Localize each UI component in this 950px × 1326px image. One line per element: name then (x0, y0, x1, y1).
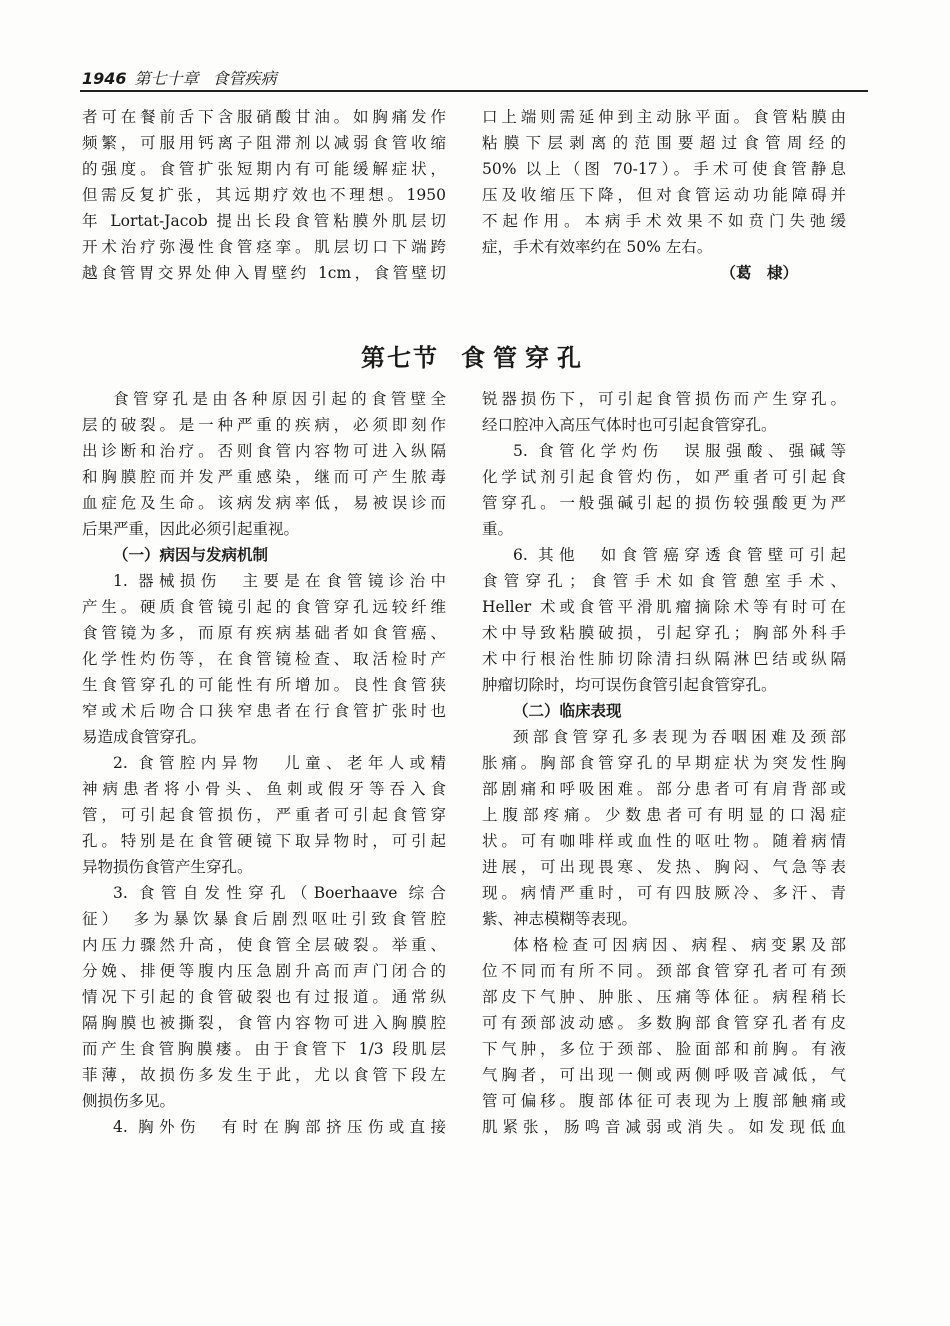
text-line: 管，可引起食管损伤，严重者可引起食管穿 (82, 806, 446, 824)
text-line: 管穿孔。一般强碱引起的损伤较强酸更为严 (482, 494, 846, 512)
text-line: 肿瘤切除时，均可误伤食管引起食管穿孔。 (482, 676, 777, 694)
text-line: 越食管胃交界处伸入胃壁约 1cm，食管壁切 (82, 264, 446, 282)
text-line: 易造成食管穿孔。 (82, 728, 207, 746)
text-line: 分娩、排便等腹内压急剧升高而声门闭合的 (82, 962, 446, 980)
text-line: 状。可有咖啡样或血性的呕吐物。随着病情 (482, 832, 846, 850)
text-line: 2. 食管腔内异物 儿童、老年人或精 (113, 754, 446, 772)
text-line: 食管穿孔是由各种原因引起的食管壁全 (113, 390, 446, 408)
paragraph-trauma-continued (482, 386, 846, 438)
page-number: 1946 (82, 69, 127, 88)
text-line: 3. 食管自发性穿孔（Boerhaave 综合 (113, 884, 446, 902)
text-line: 管可偏移。腹部体征可表现为上腹部触痛或 (482, 1092, 846, 1110)
section-title: 食管穿孔 (461, 344, 589, 372)
text-line: 上腹部疼痛。少数患者可有明显的口渴症 (482, 806, 846, 824)
heading-clinical: （二）临床表现 (513, 702, 622, 720)
text-line: 可有颈部波动感。多数胸部食管穿孔者有皮 (482, 1014, 846, 1032)
text-line: 窄或术后吻合口狭窄患者在行食管扩张时也 (82, 702, 446, 720)
paragraph-foreign-body (82, 750, 446, 880)
text-line: 情况下引起的食管破裂也有过报道。通常纵 (82, 988, 446, 1006)
text-line: 频繁，可服用钙离子阻滞剂以减弱食管收缩 (82, 134, 446, 152)
running-header (82, 66, 277, 89)
text-line: 内压力骤然升高，使食管全层破裂。举重、 (82, 936, 446, 954)
text-line: 征） 多为暴饮暴食后剧烈呕吐引致食管腔 (82, 910, 446, 928)
text-line: 肌紧张，肠鸣音减弱或消失。如发现低血 (482, 1118, 846, 1136)
text-line: 出诊断和治疗。否则食管内容物可进入纵隔 (82, 442, 446, 460)
text-line: 孔。特别是在食管硬镜下取异物时，可引起 (82, 832, 446, 850)
right-column (482, 386, 846, 1140)
text-line: 症，手术有效率约在 50% 左右。 (482, 238, 713, 256)
text-line: 气胸者，可出现一侧或两侧呼吸音减低，气 (482, 1066, 846, 1084)
text-line: 体格检查可因病因、病程、病变累及部 (513, 936, 846, 954)
text-line: 50% 以上（图 70-17）。手术可使食管静息 (482, 160, 846, 178)
text-line: 生食管穿孔的可能性有所增加。良性食管狭 (82, 676, 446, 694)
text-line: 锐器损伤下，可引起食管损伤而产生穿孔。 (482, 390, 846, 408)
body-paragraph (482, 104, 846, 260)
text-line: 进展，可出现畏寒、发热、胸闷、气急等表 (482, 858, 846, 876)
text-line: 年 Lortat-Jacob 提出长段食管粘膜外肌层切 (82, 212, 446, 230)
text-line: 后果严重，因此必须引起重视。 (82, 520, 300, 538)
section-heading (0, 338, 950, 373)
text-line: 口上端则需延伸到主动脉平面。食管粘膜由 (482, 108, 846, 126)
text-line: 但需反复扩张，其远期疗效也不理想。1950 (82, 186, 446, 204)
text-line: 化学性灼伤等，在食管镜检查、取活检时产 (82, 650, 446, 668)
text-line: 化学试剂引起食管灼伤，如严重者可引起食 (482, 468, 846, 486)
text-line: 现。病情严重时，可有四肢厥冷、多汗、青 (482, 884, 846, 902)
text-line: 部皮下气肿、肿胀、压痛等体征。病程稍长 (482, 988, 846, 1006)
text-line: 不起作用。本病手术效果不如贲门失弛缓 (482, 212, 846, 230)
text-line: 术中行根治性肺切除清扫纵隔淋巴结或纵隔 (482, 650, 846, 668)
text-line: 异物损伤食管产生穿孔。 (82, 858, 253, 876)
paragraph-symptoms (482, 724, 846, 932)
text-line: 而产生食管胸膜瘘。由于食管下 1/3 段肌层 (82, 1040, 446, 1058)
text-line: 5. 食管化学灼伤 误服强酸、强碱等 (513, 442, 846, 460)
paragraph-trauma (82, 1114, 446, 1140)
text-line: 下气肿，多位于颈部、脸面部和前胸。有液 (482, 1040, 846, 1058)
text-line: 产生。硬质食管镜引起的食管穿孔远较纤维 (82, 598, 446, 616)
text-line: 颈部食管穿孔多表现为吞咽困难及颈部 (513, 728, 846, 746)
text-line: Heller 术或食管平滑肌瘤摘除术等有时可在 (482, 598, 846, 616)
text-line: 者可在餐前舌下含服硝酸甘油。如胸痛发作 (82, 108, 446, 126)
text-line: 的强度。食管扩张短期内有可能缓解症状， (82, 160, 446, 178)
text-line: 血症危及生命。该病发病率低，易被误诊而 (82, 494, 446, 512)
text-line: 经口腔冲入高压气体时也可引起食管穿孔。 (482, 416, 777, 434)
top-left-column (82, 104, 446, 286)
intro-paragraph (82, 386, 446, 542)
text-line: 4. 胸外伤 有时在胸部挤压伤或直接 (113, 1118, 446, 1136)
text-line: 部剧痛和呼吸困难。部分患者可有肩背部或 (482, 780, 846, 798)
paragraph-spontaneous (82, 880, 446, 1114)
left-column (82, 386, 446, 1140)
body-paragraph (82, 104, 446, 286)
text-line: 食管镜为多，而原有疾病基础者如食管癌、 (82, 624, 446, 642)
text-line: 菲薄，故损伤多发生于此，尤以食管下段左 (82, 1066, 446, 1084)
paragraph-physical-exam (482, 932, 846, 1140)
text-line: 隔胸膜也被撕裂，食管内容物可进入胸膜腔 (82, 1014, 446, 1032)
chapter-number: 第七十章 (134, 69, 199, 88)
text-line: 6. 其他 如食管癌穿透食管壁可引起 (513, 546, 846, 564)
text-line: 压及收缩压下降，但对食管运动功能障碍并 (482, 186, 846, 204)
text-line: 胀痛。胸部食管穿孔的早期症状为突发性胸 (482, 754, 846, 772)
heading-etiology: （一）病因与发病机制 (113, 546, 269, 564)
text-line: 1. 器械损伤 主要是在食管镜诊治中 (113, 572, 446, 590)
paragraph-instrument-injury (82, 568, 446, 750)
text-line: 位不同而有所不同。颈部食管穿孔者可有颈 (482, 962, 846, 980)
text-line: 重。 (482, 520, 514, 538)
paragraph-chemical-burn (482, 438, 846, 542)
author-credit: （葛 棣） (720, 263, 798, 282)
text-line: 紫、神志模糊等表现。 (482, 910, 638, 928)
header-rule (80, 90, 868, 92)
section-label: 第七节 (361, 344, 439, 372)
text-line: 和胸膜腔而并发严重感染，继而可产生脓毒 (82, 468, 446, 486)
text-line: 层的破裂。是一种严重的疾病，必须即刻作 (82, 416, 446, 434)
text-line: 开术治疗弥漫性食管痉挛。肌层切口下端跨 (82, 238, 446, 256)
chapter-title: 食管疾病 (212, 69, 277, 88)
text-line: 侧损伤多见。 (82, 1092, 176, 1110)
top-right-column (482, 104, 846, 286)
text-line: 粘膜下层剥离的范围要超过食管周经的 (482, 134, 846, 152)
text-line: 神病患者将小骨头、鱼刺或假牙等吞入食 (82, 780, 446, 798)
paragraph-other-causes (482, 542, 846, 698)
text-line: 术中导致粘膜破损，引起穿孔；胸部外科手 (482, 624, 846, 642)
text-line: 食管穿孔；食管手术如食管憩室手术、 (482, 572, 846, 590)
